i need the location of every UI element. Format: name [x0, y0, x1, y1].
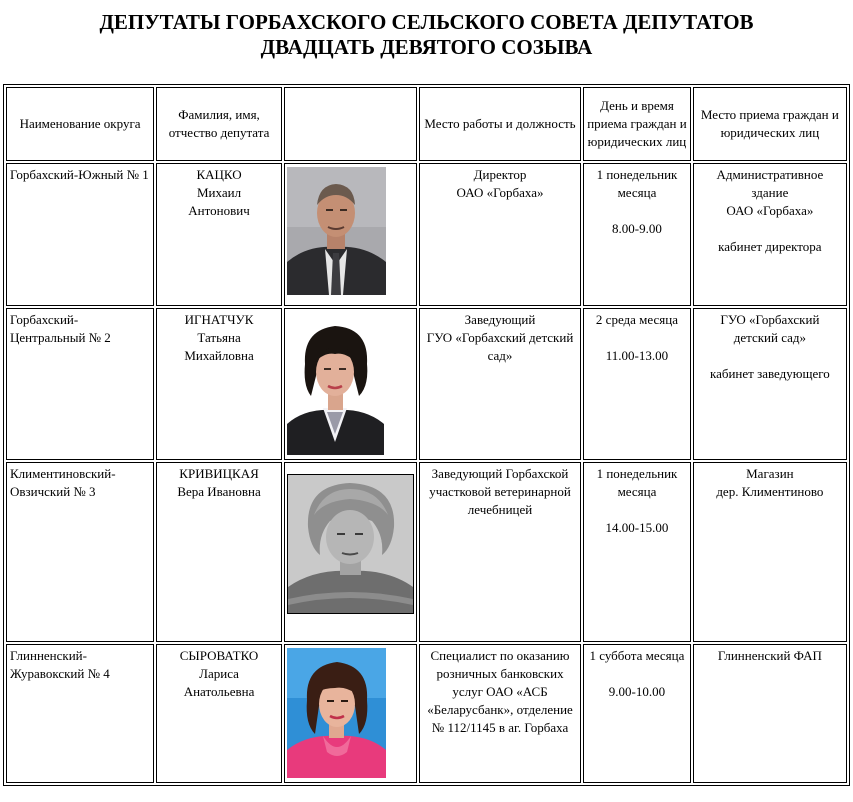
table-row	[6, 308, 847, 460]
photo-cell	[284, 163, 417, 306]
table-row	[6, 644, 847, 783]
deputy-surname: КРИВИЦКАЯ	[179, 466, 259, 481]
deputy-name-cell	[156, 644, 282, 783]
header-work-position: Место работы и должность	[419, 87, 581, 161]
female-portrait-photo	[287, 312, 384, 455]
district-cell: Климентиновский-Овзичский № 3	[6, 462, 154, 642]
district-cell: Глинненский-Журавокский № 4	[6, 644, 154, 783]
deputy-name-cell	[156, 163, 282, 306]
deputy-name-cell	[156, 308, 282, 460]
work-position-cell: Заведующий Горбахской участковой ветеринарной лечебницей	[419, 462, 581, 642]
deputy-given-names: Михаил Антонович	[188, 185, 250, 218]
district-cell: Горбахский-Южный № 1	[6, 163, 154, 306]
district-cell: Горбахский-Центральный № 2	[6, 308, 154, 460]
reception-place: Магазин дер. Климентиново	[716, 466, 824, 499]
reception-time: 14.00-15.00	[605, 520, 669, 535]
page-title	[0, 10, 853, 60]
deputy-given-names: Вера Ивановна	[177, 484, 261, 499]
page-title-line-1: ДЕПУТАТЫ ГОРБАХСКОГО СЕЛЬСКОГО СОВЕТА ДЕПУТАТОВ	[99, 10, 754, 34]
reception-place-extra: кабинет директора	[718, 239, 822, 254]
reception-place-cell	[693, 462, 847, 642]
deputy-surname: ИГНАТЧУК	[184, 312, 254, 327]
photo-cell	[284, 462, 417, 642]
male-portrait-photo	[287, 167, 386, 295]
header-deputy-name: Фамилия, имя, отчество депутата	[156, 87, 282, 161]
deputy-name-cell	[156, 462, 282, 642]
deputies-table	[3, 84, 850, 786]
grayscale-female-portrait-photo	[287, 474, 414, 614]
header-district: Наименование округа	[6, 87, 154, 161]
page-title-line-2: ДВАДЦАТЬ ДЕВЯТОГО СОЗЫВА	[260, 35, 593, 59]
table-row	[6, 163, 847, 306]
deputy-given-names: Лариса Анатольевна	[183, 666, 255, 699]
header-reception-schedule: День и время приема граждан и юридических лиц	[583, 87, 691, 161]
deputy-surname: СЫРОВАТКО	[179, 648, 259, 663]
header-reception-place: Место приема граждан и юридических лиц	[693, 87, 847, 161]
photo-cell	[284, 644, 417, 783]
deputy-surname: КАЦКО	[196, 167, 242, 182]
reception-place-cell	[693, 308, 847, 460]
reception-time: 11.00-13.00	[605, 348, 669, 363]
reception-place-cell	[693, 163, 847, 306]
photo-cell	[284, 308, 417, 460]
female-portrait-photo	[287, 648, 386, 778]
work-position-cell: Заведующий ГУО «Горбахский детский сад»	[419, 308, 581, 460]
work-position-cell: Специалист по оказанию розничных банковских услуг ОАО «АСБ «Беларусбанк», отделение № 112/1145 в аг. Горбаха	[419, 644, 581, 783]
reception-schedule-cell	[583, 163, 691, 306]
reception-time: 9.00-10.00	[608, 684, 666, 699]
reception-schedule-cell	[583, 644, 691, 783]
reception-place: Глинненский ФАП	[717, 648, 822, 663]
reception-day: 1 суббота месяца	[589, 648, 685, 663]
reception-place-extra: кабинет заведующего	[709, 366, 830, 381]
header-photo	[284, 87, 417, 161]
reception-schedule-cell	[583, 308, 691, 460]
reception-place-cell	[693, 644, 847, 783]
reception-time: 8.00-9.00	[612, 221, 662, 236]
reception-day: 2 среда месяца	[595, 312, 678, 327]
table-header-row	[6, 87, 847, 161]
table-row	[6, 462, 847, 642]
reception-place: Административное здание ОАО «Горбаха»	[716, 167, 824, 218]
work-position-cell: Директор ОАО «Горбаха»	[419, 163, 581, 306]
reception-schedule-cell	[583, 462, 691, 642]
reception-day: 1 понедельник месяца	[596, 167, 678, 200]
deputy-given-names: Татьяна Михайловна	[184, 330, 254, 363]
reception-day: 1 понедельник месяца	[596, 466, 678, 499]
reception-place: ГУО «Горбахский детский сад»	[720, 312, 820, 345]
